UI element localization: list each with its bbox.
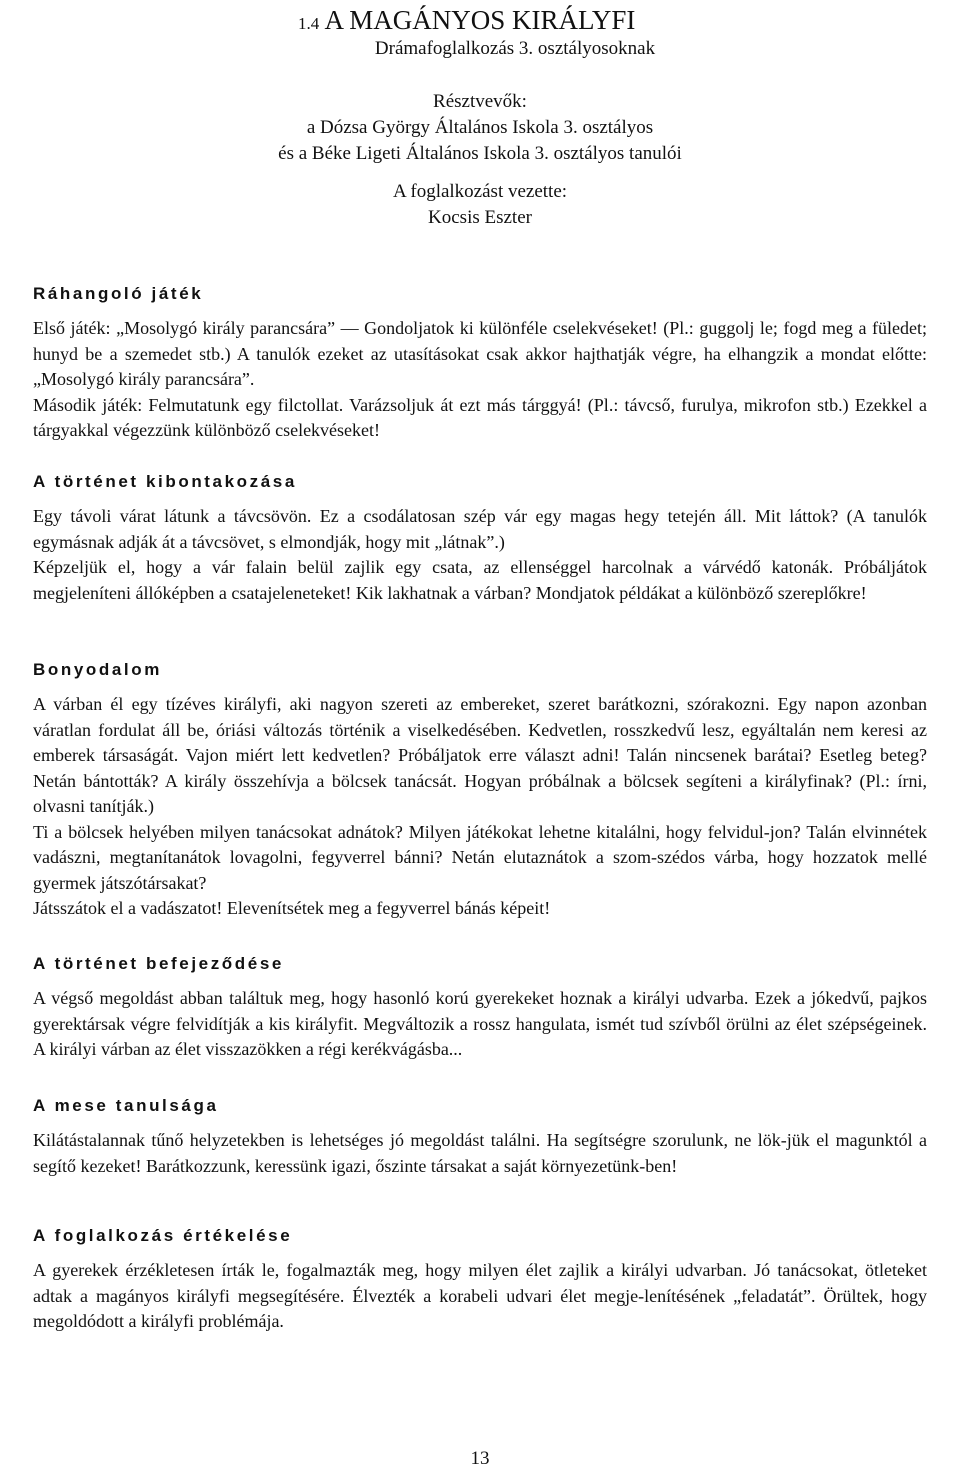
section-story-unfolding [33,470,927,606]
section-heading: A történet kibontakozása [33,472,297,491]
leader-name: Kocsis Eszter [428,207,532,228]
paragraph: A végső megoldást abban találtuk meg, hogy hasonló korú gyerekeket hoznak a királyi udvarba. Ezek a jókedvű, pajkos gyerektársak végre felvidítják a kis királyfit. Megváltozik a rossz hangulata, ismét tud szívből örülni az élet szépségeinek. A királyi várban az élet visszazökken a régi kerékvágásba... [33,988,927,1059]
paragraph: A gyerekek érzékletesen írták le, fogalmazták meg, hogy milyen élet zajlik a királyi udvarban. Jó tanácsokat, ötleteket adtak a magányos királyfi megsegítésére. Élvezték a korabeli udvari élet megje-lenítésének „feladatát”. Örültek, hogy megoldódott a királyfi problémája. [33,1260,927,1331]
paragraph: Játsszátok el a vadászatot! Elevenítsétek meg a fegyverrel bánás képeit! [33,898,551,918]
section-heading: A foglalkozás értékelése [33,1226,293,1245]
section-heading: A történet befejeződése [33,954,284,973]
paragraph: Második játék: Felmutatunk egy filctollat. Varázsoljuk át ezt más tárggyá! (Pl.: távcső, furulya, mikrofon stb.) Ezekkel a tárgyakkal végezzünk különböző cselekvéseket! [33,394,927,440]
section-heading: Bonyodalom [33,660,162,679]
section-heading: A mese tanulsága [33,1096,219,1115]
paragraph: Képzeljük el, hogy a vár falain belül zajlik egy csata, az ellenséggel harcolnak a várvédő katonák. Próbáljátok megjeleníteni állóképben a csatajeleneteket! Kik lakhatnak a várban? Mondjatok példákat a különböző szereplőkre! [33,557,927,603]
section-ending [33,952,927,1063]
participants-line-2: és a Béke Ligeti Általános Iskola 3. osztályos tanulói [278,143,682,164]
paragraph: Kilátástalannak tűnő helyzetekben is lehetséges jó megoldást találni. Ha segítségre szorulunk, ne lök-jük el magunktól a segítő kezeket! Barátkozzunk, keressünk igazi, őszinte társakat a saját környezetünk-ben! [33,1130,927,1176]
participants-label: Résztvevők: [433,91,527,112]
subtitle: Drámafoglalkozás 3. osztályosoknak [374,38,656,59]
section-evaluation [33,1224,927,1335]
section-heading: Ráhangoló játék [33,284,204,303]
section-warmup [33,282,927,444]
chapter-number: 1.4 [298,14,320,33]
paragraph: Ti a bölcsek helyében milyen tanácsokat adnátok? Milyen játékokat lehetne kitalálni, hogy felvidul-jon? Talán elvinnétek vadászni, megtanítanátok lovagolni, fegyverrel bánni? Netán elutaznátok a szom-szédos várba, hogy hozzatok mellé gyermek játszótársakat? [33,821,927,893]
page-number: 13 [470,1448,490,1469]
chapter-title [298,4,635,40]
participants-line-1: a Dózsa György Általános Iskola 3. osztályos [306,117,654,138]
paragraph: A várban él egy tízéves királyfi, aki nagyon szereti az embereket, szeret barátkozni, szórakozni. Egy napon azonban váratlan fordulat áll be, óriási változás történik a viselkedésében. Kedvetlen, rosszkedvű lesz, egyáltalán nem keresi az emberek társaságát. Vajon miért lett kedvetlen? Próbáljatok erre választ adni! Talán nincsenek barátai? Esetleg beteg? Netán bántották? A király összehívja a bölcsek tanácsát. Hogyan próbálnak a bölcsek segíteni a királyfinak? (Pl.: írni, olvasni tanítják.) [33,694,927,816]
paragraph: Első játék: „Mosolygó király parancsára” — Gondoljatok ki különféle cselekvéseket! (Pl.: guggolj le; fogd meg a füledet; hunyd be a szemedet stb.) A tanulók ezeket az utasításokat csak akkor hajthatják végre, ha elhangzik a mondat előtte: „Mosolygó király parancsára”. [33,318,927,389]
leader-label: A foglalkozást vezette: [392,181,568,202]
chapter-title-text: A MAGÁNYOS KIRÁLYFI [324,5,636,35]
paragraph: Egy távoli várat látunk a távcsövön. Ez a csodálatosan szép vár egy magas hegy tetején áll. Mit láttok? (A tanulók egymásnak adják át a távcsövet, s elmondják, hogy mit „látnak”.) [33,506,927,552]
section-complication [33,658,927,922]
section-moral [33,1094,927,1179]
